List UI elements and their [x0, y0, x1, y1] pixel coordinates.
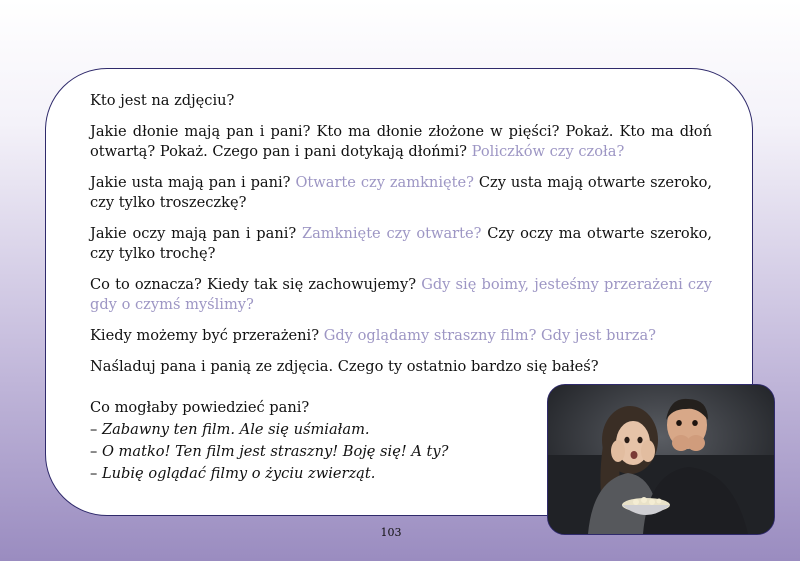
dialogue-option: – Zabawny ten film. Ale się uśmiałam.	[90, 421, 370, 438]
hint-text: Gdy oglądamy straszny film? Gdy jest burza?	[323, 327, 656, 344]
hint-text: Gdy się boimy, jesteśmy przerażeni czy gdy o czymś myślimy?	[90, 276, 712, 313]
question-7: Naśladuj pana i panią ze zdjęcia. Czego ty ostatnio bardzo się bałeś?	[90, 358, 599, 375]
photo-illustration	[548, 385, 774, 534]
hint-text: Otwarte czy zamknięte?	[295, 174, 474, 191]
dialogue-option: – O matko! Ten film jest straszny! Boję się! A ty?	[90, 443, 449, 460]
scared-couple-photo	[547, 384, 775, 535]
question-4: Jakie oczy mają pan i pani? Zamknięte czy otwarte? Czy oczy ma otwarte szeroko, czy tylko trochę?	[90, 225, 712, 262]
hint-text: Policzków czy czoła?	[471, 143, 625, 160]
question-2: Jakie dłonie mają pan i pani? Kto ma dłonie złożone w pięści? Pokaż. Kto ma dłoń otwartą? Pokaż. Czego pan i pani dotykają dłońmi? Policzków czy czoła?	[90, 123, 712, 160]
question-6: Kiedy możemy być przerażeni? Gdy oglądamy straszny film? Gdy jest burza?	[90, 327, 656, 344]
question-5: Co to oznacza? Kiedy tak się zachowujemy? Gdy się boimy, jesteśmy przerażeni czy gdy o czymś myślimy?	[90, 276, 712, 313]
page-number: 103	[380, 526, 402, 539]
hint-text: Zamknięte czy otwarte?	[301, 225, 482, 242]
question-3: Jakie usta mają pan i pani? Otwarte czy zamknięte? Czy usta mają otwarte szeroko, czy tylko troszeczkę?	[90, 174, 713, 211]
dialogue-intro: Co mogłaby powiedzieć pani?	[90, 399, 310, 416]
question-1: Kto jest na zdjęciu?	[90, 92, 235, 109]
questions-block	[90, 91, 712, 388]
dialogue-option: – Lubię oglądać filmy o życiu zwierząt.	[90, 465, 376, 482]
dialogue-block	[90, 397, 510, 485]
